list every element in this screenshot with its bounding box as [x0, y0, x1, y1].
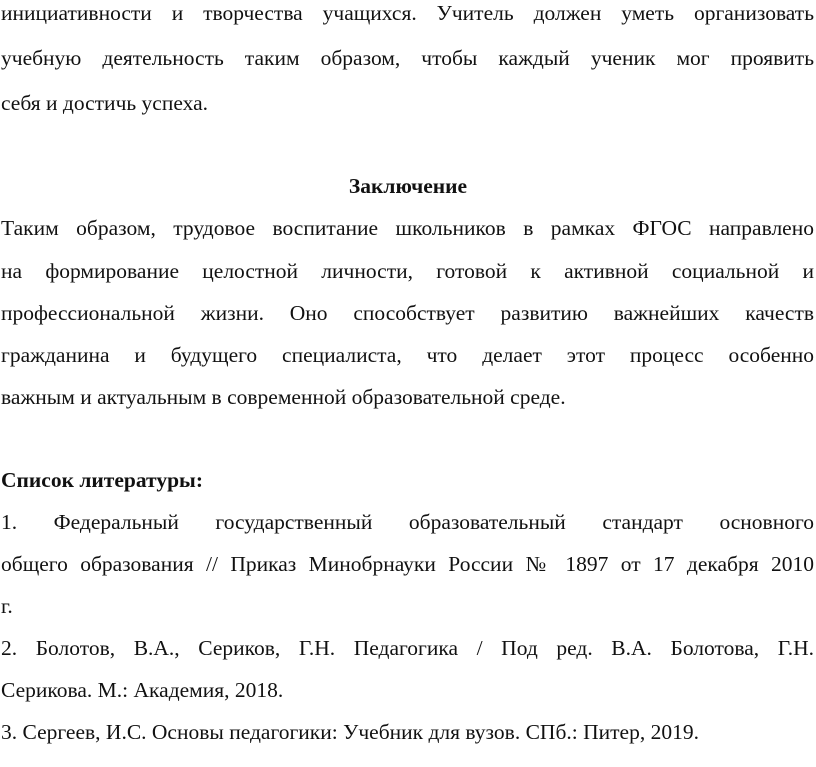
conclusion-line-1: Таким образом, трудовое воспитание школьников в рамках ФГОС направлено [1, 216, 814, 240]
reference-3-line-1: 3. Сергеев, И.С. Основы педагогики: Учебник для вузов. СПб.: Питер, 2019. [1, 720, 699, 744]
conclusion-line-3: профессиональной жизни. Оно способствует развитию важнейших качеств [1, 301, 814, 325]
conclusion-line-4: гражданина и будущего специалиста, что делает этот процесс особенно [1, 343, 814, 367]
intro-line-1: инициативности и творчества учащихся. Учитель должен уметь организовать [1, 1, 814, 25]
conclusion-line-2: на формирование целостной личности, готовой к активной социальной и [1, 259, 814, 283]
intro-line-2: учебную деятельность таким образом, чтобы каждый ученик мог проявить [1, 46, 814, 70]
conclusion-line-5: важным и актуальным в современной образовательной среде. [1, 385, 566, 409]
reference-2-line-1: 2. Болотов, В.А., Сериков, Г.Н. Педагогика / Под ред. В.А. Болотова, Г.Н. [1, 636, 814, 660]
conclusion-heading: Заключение [348, 174, 468, 198]
intro-line-3: себя и достичь успеха. [1, 91, 209, 115]
reference-1-line-2: общего образования // Приказ Минобрнауки России № 1897 от 17 декабря 2010 [1, 552, 814, 576]
reference-1-line-1: 1. Федеральный государственный образовательный стандарт основного [1, 510, 814, 534]
reference-2-line-2: Серикова. М.: Академия, 2018. [1, 678, 284, 702]
reference-1-line-3: г. [1, 594, 13, 618]
references-heading: Список литературы: [1, 468, 203, 492]
